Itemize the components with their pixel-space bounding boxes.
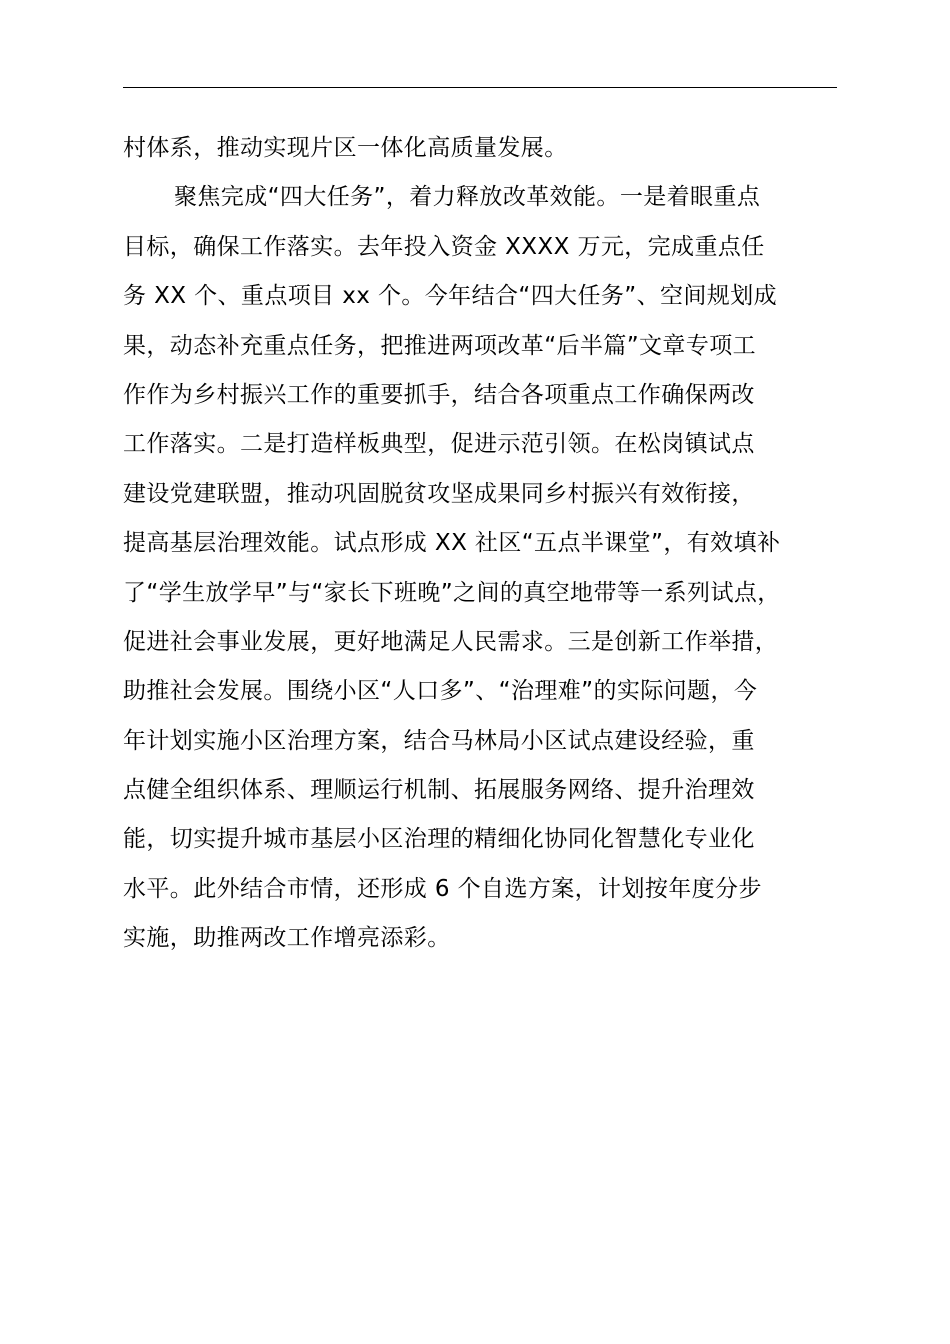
header-rule bbox=[123, 87, 837, 88]
text-line: 目标，确保工作落实。去年投入资金 XXXX 万元，完成重点任 bbox=[123, 233, 765, 260]
text-line: 年计划实施小区治理方案，结合马林局小区试点建设经验，重 bbox=[123, 727, 755, 754]
text-line: 村体系，推动实现片区一体化高质量发展。 bbox=[123, 135, 568, 161]
text-line: 果，动态补充重点任务，把推进两项改革“后半篇”文章专项工 bbox=[123, 332, 757, 359]
text-line: 建设党建联盟，推动巩固脱贫攻坚成果同乡村振兴有效衔接， bbox=[123, 480, 755, 507]
text-line: 提高基层治理效能。试点形成 XX 社区“五点半课堂”，有效填补 bbox=[123, 530, 781, 557]
text-line: 点健全组织体系、理顺运行机制、拓展服务网络、提升治理效 bbox=[123, 777, 755, 804]
paragraph-first-line: 聚焦完成“四大任务”，着力释放改革效能。一是着眼重点 bbox=[174, 184, 761, 211]
text-line: 实施，助推两改工作增亮添彩。 bbox=[123, 925, 451, 952]
text-line: 助推社会发展。围绕小区“人口多”、“治理难”的实际问题，今 bbox=[123, 678, 758, 705]
text-line: 能，切实提升城市基层小区治理的精细化协同化智慧化专业化 bbox=[123, 826, 755, 853]
text-line: 作作为乡村振兴工作的重要抓手，结合各项重点工作确保两改 bbox=[123, 381, 755, 408]
text-line: 了“学生放学早”与“家长下班晚”之间的真空地带等一系列试点， bbox=[123, 579, 781, 606]
text-line: 工作落实。二是打造样板典型，促进示范引领。在松岗镇试点 bbox=[123, 431, 755, 458]
text-line: 水平。此外结合市情，还形成 6 个自选方案，计划按年度分步 bbox=[123, 875, 762, 902]
text-line: 促进社会事业发展，更好地满足人民需求。三是创新工作举措， bbox=[123, 628, 779, 655]
document-body bbox=[123, 124, 873, 964]
text-line: 务 XX 个、重点项目 xx 个。今年结合“四大任务”、空间规划成 bbox=[123, 283, 778, 310]
